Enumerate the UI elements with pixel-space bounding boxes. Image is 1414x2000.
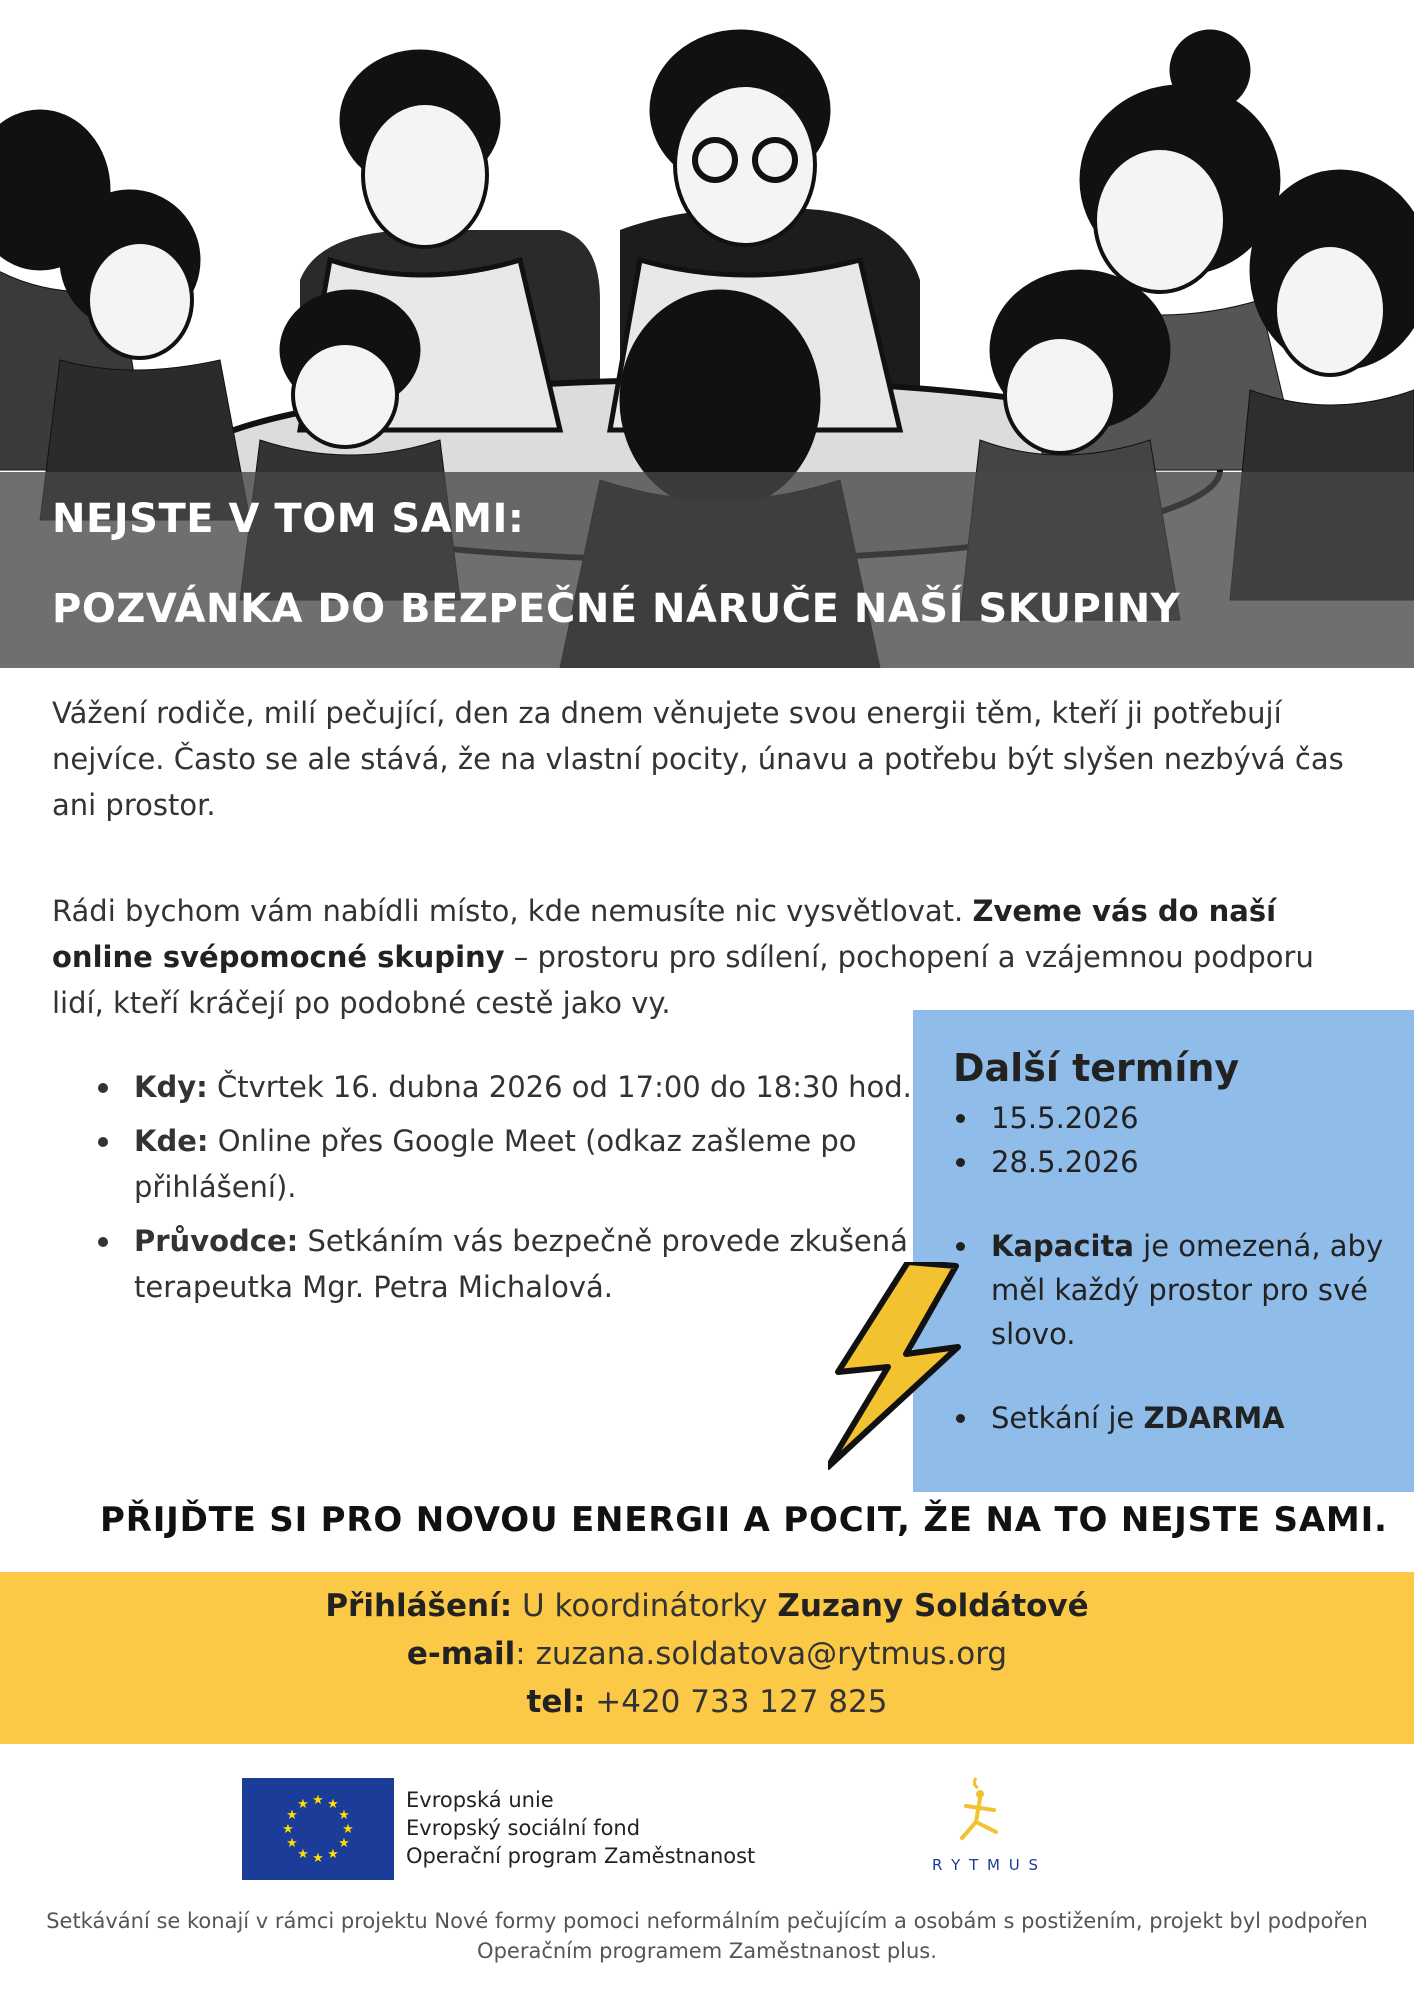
intro-paragraph-2-end: – prostoru pro sdílení, pochopení a vzájemnou podporu lidí, kteří kráčejí po podobné cestě jako vy.: [52, 940, 1314, 1020]
detail-where: [96, 1118, 916, 1210]
free-note: [953, 1396, 1414, 1440]
rytmus-logo-text: R Y T M U S: [931, 1856, 1041, 1874]
svg-text:★: ★: [282, 1822, 294, 1837]
intro-paragraph-1: Vážení rodiče, milí pečující, den za dnem věnujete svou energii těm, kteří ji potřebují nejvíce. Často se ale stává, že na vlastní pocity, únavu a potřebu být slyšen nezbývá čas ani prostor.: [52, 696, 1344, 822]
detail-where-text: Online přes Google Meet (odkaz zašleme po přihlášení).: [134, 1124, 857, 1204]
free-text: Setkání je: [991, 1401, 1144, 1435]
rytmus-logo: [906, 1770, 1066, 1880]
coordinator-name: Zuzany Soldátové: [777, 1588, 1089, 1624]
capacity-label: Kapacita: [991, 1229, 1134, 1263]
event-details-list: [96, 1064, 916, 1318]
phone-number[interactable]: +420 733 127 825: [585, 1684, 888, 1720]
detail-when: [96, 1064, 916, 1110]
eu-line-3: Operační program Zaměstnanost: [406, 1844, 756, 1868]
detail-guide-text: Setkáním vás bezpečně provede zkušená terapeutka Mgr. Petra Michalová.: [134, 1224, 908, 1304]
lightning-bolt-icon: [828, 1262, 968, 1472]
capacity-note: [953, 1224, 1414, 1356]
svg-text:★: ★: [338, 1836, 350, 1851]
further-dates-heading: Další termíny: [953, 1046, 1240, 1090]
date-item: 28.5.2026: [953, 1140, 1414, 1184]
capacity-text: je omezená, aby měl každý prostor pro své slovo.: [991, 1229, 1384, 1351]
hero-illustration: [0, 0, 1414, 668]
svg-text:★: ★: [342, 1822, 354, 1837]
detail-when-label: Kdy:: [134, 1070, 208, 1104]
svg-text:★: ★: [286, 1836, 298, 1851]
detail-when-text: Čtvrtek 16. dubna 2026 od 17:00 do 18:30 hod.: [207, 1070, 912, 1104]
eu-line-1: Evropská unie: [406, 1788, 554, 1812]
email-label: e-mail: [406, 1636, 516, 1672]
svg-text:★: ★: [297, 1847, 309, 1862]
page-title: NEJSTE V TOM SAMI:: [52, 496, 525, 542]
svg-text:★: ★: [312, 1851, 324, 1866]
intro-paragraph-2: [52, 888, 1362, 1026]
phone-line: [0, 1678, 1414, 1726]
signup-line: [0, 1582, 1414, 1630]
signup-label: Přihlášení:: [325, 1588, 513, 1624]
free-list: [953, 1396, 1414, 1440]
page-subtitle: POZVÁNKA DO BEZPEČNÉ NÁRUČE NAŠÍ SKUPINY: [52, 586, 1181, 632]
date-item: 15.5.2026: [953, 1096, 1414, 1140]
detail-where-label: Kde:: [134, 1124, 209, 1158]
signup-text: U koordinátorky: [512, 1588, 778, 1624]
email-link[interactable]: : zuzana.soldatova@rytmus.org: [515, 1636, 1008, 1672]
svg-text:★: ★: [327, 1797, 339, 1812]
eu-text: [406, 1786, 755, 1870]
further-dates-box: [913, 1010, 1414, 1492]
footer-note: Setkávání se konají v rámci projektu Nové formy pomoci neformálním pečujícím a osobám s postižením, projekt byl podpořen Operačním programem Zaměstnanost plus.: [46, 1909, 1368, 1963]
eu-flag-icon: [242, 1778, 394, 1880]
contact-band: [0, 1572, 1414, 1744]
svg-text:★: ★: [312, 1793, 324, 1808]
further-dates-list: [953, 1096, 1414, 1184]
svg-text:★: ★: [286, 1808, 298, 1823]
svg-text:★: ★: [327, 1847, 339, 1862]
eu-line-2: Evropský sociální fond: [406, 1816, 641, 1840]
intro-paragraph-2-bold: Zveme vás do naší online svépomocné skupiny: [52, 894, 1277, 974]
detail-guide-label: Průvodce:: [134, 1224, 299, 1258]
svg-text:★: ★: [338, 1808, 350, 1823]
detail-guide: [96, 1218, 916, 1310]
email-line: [0, 1630, 1414, 1678]
info-list: [953, 1224, 1414, 1356]
svg-text:★: ★: [297, 1797, 309, 1812]
phone-label: tel:: [526, 1684, 586, 1720]
free-label: ZDARMA: [1143, 1401, 1285, 1435]
intro-paragraph-2-start: Rádi bychom vám nabídli místo, kde nemusíte nic vysvětlovat.: [52, 894, 973, 928]
slogan: PŘIJĎTE SI PRO NOVOU ENERGII A POCIT, ŽE NA TO NEJSTE SAMI.: [100, 1500, 1388, 1540]
